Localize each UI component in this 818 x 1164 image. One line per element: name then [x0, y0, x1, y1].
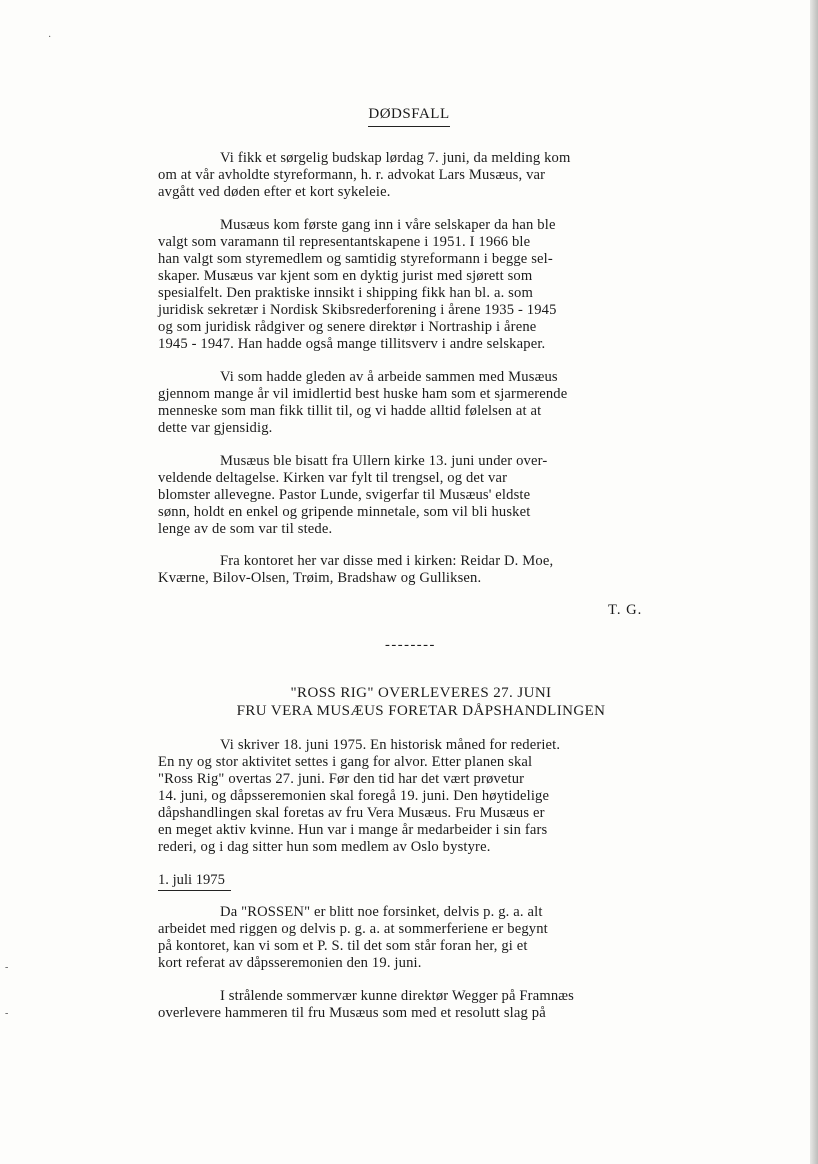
text-line: 1945 - 1947. Han hadde også mange tillitsverv i andre selskaper.: [158, 336, 546, 352]
text-line: spesialfelt. Den praktiske innsikt i shipping fikk han bl. a. som: [158, 285, 533, 301]
scan-speck: -: [5, 962, 9, 973]
text-line: gjennom mange år vil imidlertid best huske ham som et sjarmerende: [158, 386, 568, 402]
text-line: "Ross Rig" overtas 27. juni. Før den tid har det vært prøvetur: [158, 771, 525, 787]
text-line: arbeidet med riggen og delvis p. g. a. at sommerferiene er begynt: [158, 921, 548, 937]
text-line: skaper. Musæus var kjent som en dyktig jurist med sjørett som: [158, 268, 533, 284]
text-line: kort referat av dåpsseremonien den 19. juni.: [158, 955, 422, 971]
text-line: Kværne, Bilov-Olsen, Trøim, Bradshaw og Gulliksen.: [158, 570, 482, 586]
obituary-paragraph-1: [158, 150, 718, 201]
page-edge-shadow: [810, 0, 818, 1164]
text-line: og som juridisk rådgiver og senere direktør i Nortraship i årene: [158, 319, 537, 335]
text-line: på kontoret, kan vi som et P. S. til det som står foran her, gi et: [158, 938, 528, 954]
text-line: blomster allevegne. Pastor Lunde, svigerfar til Musæus' eldste: [158, 487, 531, 503]
obituary-paragraph-4: [158, 453, 718, 538]
text-line: Musæus kom første gang inn i våre selskaper da han ble: [220, 217, 556, 233]
ross-rig-headline: "ROSS RIG" OVERLEVERES 27. JUNI: [290, 685, 552, 701]
scan-speck: ·: [48, 32, 52, 43]
text-line: sønn, holdt en enkel og gripende minnetale, som vil bli husket: [158, 504, 531, 520]
text-line: Da "ROSSEN" er blitt noe forsinket, delvis p. g. a. alt: [220, 904, 543, 920]
text-line: overlevere hammeren til fru Musæus som med et resolutt slag på: [158, 1005, 546, 1021]
obituary-title: [0, 106, 818, 127]
text-line: valgt som varamann til representantskapene i 1951. I 1966 ble: [158, 234, 531, 250]
text-line: menneske som man fikk tillit til, og vi hadde alltid følelsen at at: [158, 403, 542, 419]
obituary-paragraph-5: [158, 553, 718, 587]
july-paragraph-2: [158, 988, 718, 1022]
text-line: juridisk sekretær i Nordisk Skibsrederforening i årene 1935 - 1945: [158, 302, 557, 318]
text-line: rederi, og i dag sitter hun som medlem av Oslo bystyre.: [158, 839, 491, 855]
text-line: om at vår avholdte styreformann, h. r. advokat Lars Musæus, var: [158, 167, 546, 183]
text-line: Fra kontoret her var disse med i kirken: Reidar D. Moe,: [220, 553, 554, 569]
date-heading: [158, 872, 231, 891]
obituary-paragraph-2: [158, 217, 718, 353]
scan-speck: -: [5, 1008, 9, 1019]
text-line: en meget aktiv kvinne. Hun var i mange år medarbeider i sin fars: [158, 822, 548, 838]
text-line: dåpshandlingen skal foretas av fru Vera Musæus. Fru Musæus er: [158, 805, 545, 821]
date-heading-text: 1. juli 1975: [158, 872, 231, 891]
text-line: Vi fikk et sørgelig budskap lørdag 7. juni, da melding kom: [220, 150, 571, 166]
text-line: avgått ved døden efter et kort sykeleie.: [158, 184, 391, 200]
section-separator: --------: [385, 637, 436, 653]
text-line: Vi skriver 18. juni 1975. En historisk måned for rederiet.: [220, 737, 561, 753]
signature-initials: T. G.: [608, 602, 643, 618]
july-paragraph-1: [158, 904, 718, 972]
text-line: han valgt som styremedlem og samtidig styreformann i begge sel-: [158, 251, 553, 267]
text-line: veldende deltagelse. Kirken var fylt til trengsel, og det var: [158, 470, 508, 486]
text-line: En ny og stor aktivitet settes i gang for alvor. Etter planen skal: [158, 754, 533, 770]
text-line: Vi som hadde gleden av å arbeide sammen med Musæus: [220, 369, 558, 385]
text-line: Musæus ble bisatt fra Ullern kirke 13. juni under over-: [220, 453, 548, 469]
ross-rig-subheadline: FRU VERA MUSÆUS FORETAR DÅPSHANDLINGEN: [236, 703, 606, 719]
obituary-title-text: DØDSFALL: [368, 106, 449, 127]
text-line: lenge av de som var til stede.: [158, 521, 333, 537]
obituary-paragraph-3: [158, 369, 718, 437]
text-line: I strålende sommervær kunne direktør Wegger på Framnæs: [220, 988, 574, 1004]
text-line: 14. juni, og dåpsseremonien skal foregå 19. juni. Den høytidelige: [158, 788, 550, 804]
text-line: dette var gjensidig.: [158, 420, 273, 436]
ross-rig-paragraph: [158, 737, 718, 856]
